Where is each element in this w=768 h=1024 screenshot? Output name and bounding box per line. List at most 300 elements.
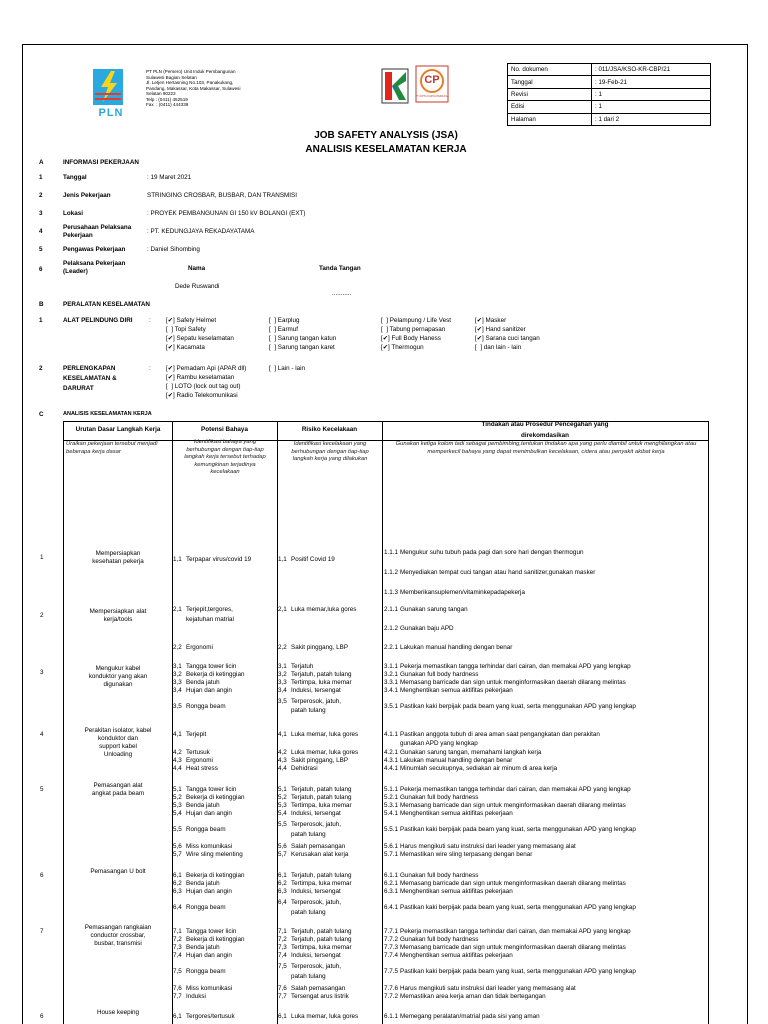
column-header-langkah: Urutan Dasar Langkah Kerja [75,426,161,433]
document-info-table [507,63,711,126]
column-header-tindakan: Tindakan atau Prosedur Pencegahan yang [481,421,609,428]
hazard-number: 7,7 [173,993,182,1000]
action-number: 3.5.1 [384,703,399,710]
hazard-text: Rongga beam [186,703,226,710]
hazard-text: Terpapar virus/covid 19 [186,556,252,563]
field-label-lokasi: Lokasi [63,210,83,217]
doc-info-value: : 011/JSA/KSO-KR-CBP/21 [592,64,711,76]
hazard-text: Ergonomi [186,644,213,651]
action-number: 2.1.1 [384,606,399,613]
risk-text: patah tulang [291,831,326,838]
hazard-text: Rongga beam [186,904,226,911]
apd-checkbox-item: [ ] Pelampung / Life Vest [381,317,452,324]
risk-number: 3,1 [278,663,287,670]
doc-info-value: : 1 dari 2 [592,113,711,125]
apd-checkbox-item: [✔] Kacamata [166,344,205,351]
action-number: 4.3.1 [384,757,399,764]
section-b-letter: B [39,301,44,308]
hazard-number: 2,1 [173,606,182,613]
field-label-pengawas: Pengawas Pekerjaan [63,246,126,253]
pln-logo [81,67,141,127]
step-label: Mempersiapkan [95,550,141,557]
risk-number: 5,7 [278,851,287,858]
risk-text: Terperosok, jatuh, [291,821,342,828]
section-b-heading: PERALATAN KESELAMATAN [63,301,150,308]
field-value-lokasi: : PROYEK PEMBANGUNAN GI 150 kV BOLANGI (EXT) [147,210,306,217]
field-label-pelaksana-2: (Leader) [63,268,88,275]
step-label: House keeping [96,1009,139,1016]
risk-number: 7,2 [278,936,287,943]
risk-number: 7,5 [278,963,287,970]
perlengkapan-label-2: KESELAMATAN & [63,375,117,382]
hazard-text: Terjepit [186,731,207,738]
action-number: 3.3.1 [384,679,399,686]
hazard-number: 6,1 [173,872,182,879]
step-label: Pemasangan alat [93,782,143,789]
action-number: 6.1.1 [384,872,399,879]
action-text: Memastikan area kerja aman dan tidak bertegangan [400,993,546,1000]
apd-checkbox-item: [✔] Full Body Haness [381,335,441,342]
field-value-jenis-pekerjaan: STRINGING CROSBAR, BUSBAR, DAN TRANSMISI [147,192,297,199]
row-number: 4 [39,228,43,235]
risk-number: 5,4 [278,810,287,817]
risk-text: Terperosok, jatuh, [291,963,342,970]
action-text: Pastikan kaki berpijak pada beam yang kuat, serta menggunakan APD yang lengkap [400,703,636,710]
action-number: 7.7.5 [384,968,399,975]
apd-checkbox-item: [✔] Masker [475,317,507,324]
risk-text: Terperosok, jatuh, [291,899,342,906]
hazard-text: Tergores/tertusuk [186,1013,235,1020]
risk-text: Terjatuh, patah tulang [291,928,352,935]
action-text: Memasang barricade dan sign untuk menginformasikan daerah dilarang melintas [400,802,626,809]
apd-label: ALAT PELINDUNG DIRI [63,317,133,324]
perlengkapan-checkbox-item: [✔] Rambu keselamatan [166,374,235,381]
apd-checkbox-item: [ ] Sarung tangan karet [269,344,335,351]
step-label: Pemasangan rangkaian [84,924,152,931]
signature-dots: ........... [332,290,352,297]
doc-info-row [508,101,711,113]
risk-number: 4,1 [278,731,287,738]
step-label: kesehatan pekerja [92,558,144,565]
risk-number: 3,3 [278,679,287,686]
hazard-number: 3,2 [173,671,182,678]
action-number: 5.4.1 [384,810,399,817]
risk-text: Tertimpa, luka memar [291,944,352,951]
action-text: gunakan APD yang lengkap [400,740,478,747]
step-label: conductor crossbar, [90,932,146,939]
risk-text: Terperosok, jatuh, [291,698,342,705]
risk-number: 7,3 [278,944,287,951]
apd-checkbox-item: [ ] Earmuf [269,326,299,333]
step-label: digunakan [103,681,133,688]
risk-text: Tertimpa, luka memar [291,880,352,887]
hazard-number: 5,6 [173,843,182,850]
risk-number: 7,7 [278,993,287,1000]
risk-number: 6,4 [278,899,287,906]
hazard-text: Rongga beam [186,968,226,975]
hazard-number: 7,1 [173,928,182,935]
risk-text: Dehidrasi [291,765,318,772]
perlengkapan-checkbox-item: [✔] Pemadam Api (APAR dll) [166,365,247,372]
action-number: 1.1.1 [384,549,399,556]
hazard-text: Miss komunikasi [186,843,233,850]
action-text: Memasang barricade dan sign untuk menginformasikan daerah dilarang melintas [400,679,626,686]
action-text: Pekerja memastikan tangga terhindar dari cairan, dan memakai APD yang lengkap [400,663,631,670]
risk-text: Kerusakan alat kerja [291,851,349,858]
perlengkapan-checkbox-item: [ ] Lain - lain [269,365,306,372]
field-label-jenis-pekerjaan: Jenis Pekerjaan [63,192,111,199]
step-number: 6 [40,872,44,879]
section-c-letter: C [39,411,44,418]
hazard-number: 7,3 [173,944,182,951]
subheader-tindakan: Gunakan ketiga kolom tadi sebagai pembimbing,tentukan tindakan apa yang perlu diambil untuk menghilangkan atau memperkecil bahaya yang dapat menimbulkan kecelakaan, cidera atau penyakit akibat kerja [395,441,697,455]
step-label: konduktor dan [98,735,138,742]
perlengkapan-colon: : [149,365,151,372]
hazard-text: Terjepit,tergores, [186,606,233,613]
step-label: Pemasangan U bolt [90,868,146,875]
action-text: Gunakan sarung tangan, memahami langkah kerja [400,749,542,756]
risk-number: 4,3 [278,757,287,764]
doc-info-row [508,113,711,125]
action-number: 4.1.1 [384,731,399,738]
hazard-number: 5,3 [173,802,182,809]
risk-text: Luka memar,luka gores [291,606,357,613]
hazard-number: 5,2 [173,794,182,801]
hazard-number: 1,1 [173,556,182,563]
apd-checkbox-item: [✔] Sepatu keselamatan [166,335,234,342]
hazard-text: Tangga tower licin [186,786,237,793]
risk-number: 3,5 [278,698,287,705]
field-value-tanggal: : 19 Maret 2021 [147,174,192,181]
risk-text: Terjatuh, patah tulang [291,671,352,678]
company-address: PT PLN (Persero) Unit Induk Pembangunan Sulawesi Bagian Selatan Jl. Letjen Hertasning No.103, Panakukang, Pandang, Makassar, Kota Makassar, Sulawesi Selatan 90222 Telp : (0411) 452519 Fax : (0411) 444339 [146,69,241,107]
partner-logo-k [380,67,410,105]
row-number: 2 [39,365,43,372]
action-number: 7.7.4 [384,952,399,959]
action-text: Pekerja memastikan tangga terhindar dari cairan, dan memakai APD yang lengkap [400,928,631,935]
action-text: Mengukur suhu tubuh pada pagi dan sore hari dengan thermogun [400,549,584,556]
action-number: 6.1.1 [384,1013,399,1020]
step-label: Perakitan isolator, kabel [84,727,152,734]
risk-text: Positif Covid 19 [291,556,335,563]
action-number: 7.7.1 [384,928,399,935]
hazard-text: Tangga tower licin [186,928,237,935]
hazard-number: 6,3 [173,888,182,895]
field-label-pelaksana: Pelaksana Pekerjaan [63,260,126,267]
risk-text: Salah pemasangan [291,843,346,850]
row-number: 1 [39,174,43,181]
hazard-number: 7,5 [173,968,182,975]
action-text: Minumlah secukupnya, sediakan air minum di area kerja [400,765,558,772]
risk-text: Luka memar, luka gores [291,1013,359,1020]
hazard-text: Hujan dan angin [186,810,232,817]
hazard-text: kejatuhan matrial [186,616,234,623]
apd-checkbox-item: [✔] Thermogun [381,344,424,351]
step-label: kerja/tools [103,616,133,623]
hazard-text: Bekerja di ketinggian [186,794,245,801]
action-number: 2.1.2 [384,625,399,632]
risk-text: Sakit pinggang, LBP [291,644,349,651]
action-text: Memegang peralatan/matrial pada sisi yang aman [400,1013,540,1020]
action-number: 7.7.6 [384,985,399,992]
jsa-table [40,421,709,1024]
risk-number: 5,2 [278,794,287,801]
apd-colon: : [149,317,151,324]
hazard-text: Benda jatuh [186,802,220,809]
risk-text: Terjatuh [291,663,314,670]
risk-number: 7,4 [278,952,287,959]
risk-text: Terjatuh, patah tulang [291,794,352,801]
action-text: Gunakan full body hardness [400,671,479,678]
doc-info-key: Tanggal [508,76,592,88]
hazard-number: 3,5 [173,703,182,710]
field-value-perusahaan: : PT. KEDUNGJAYA REKADAYATAMA [147,228,255,235]
step-number: 4 [40,731,44,738]
action-text: Lakukan manual handling dengan benar [400,757,513,764]
action-text: Pastikan kaki berpijak pada beam yang kuat, serta menggunakan APD yang lengkap [400,968,636,975]
hazard-text: Heat stress [186,765,218,772]
partner-logo-cp-caption: PT CIPTA KARYA PERKASA [415,95,449,98]
risk-number: 7,6 [278,985,287,992]
doc-info-row [508,88,711,100]
hazard-number: 4,2 [173,749,182,756]
risk-text: Induksi, tersengat [291,888,341,895]
doc-info-value: : 1 [592,101,711,113]
leader-name: Dede Ruswandi [175,283,220,290]
doc-info-key: Halaman [508,113,592,125]
hazard-number: 5,7 [173,851,182,858]
column-header-bahaya: Potensi Bahaya [201,426,248,433]
hazard-text: Benda jatuh [186,944,220,951]
action-number: 6.4.1 [384,904,399,911]
risk-text: Terjatuh, patah tulang [291,786,352,793]
risk-number: 4,4 [278,765,287,772]
action-text: Pastikan kaki berpijak pada beam yang kuat, serta menggunakan APD yang lengkap [400,904,636,911]
action-number: 3.4.1 [384,687,399,694]
hazard-text: Wire sling melenting [186,851,243,858]
risk-number: 1,1 [278,556,287,563]
step-number: 1 [40,554,44,561]
step-label: support kabel [99,743,137,750]
title-jsa: JOB SAFETY ANALYSIS (JSA) [314,130,458,141]
action-text: Menghentikan semua aktifitas pekerjaan [400,810,513,817]
apd-checkbox-item: [ ] dan lain - lain [475,344,522,351]
action-number: 4.4.1 [384,765,399,772]
doc-info-row [508,76,711,88]
action-text: Pastikan anggota tubuh di area aman saat pengangkatan dan perakitan [400,731,600,738]
hazard-number: 3,4 [173,687,182,694]
action-text: Memasang barricade dan sign untuk menginformasikan daerah dilarang melintas [400,880,626,887]
hazard-text: Benda jatuh [186,880,220,887]
hazard-number: 7,4 [173,952,182,959]
apd-checkbox-item: [ ] Topi Safety [166,326,206,333]
action-number: 6.3.1 [384,888,399,895]
hazard-text: Hujan dan angin [186,888,232,895]
doc-info-value: : 1 [592,88,711,100]
hazard-number: 7,6 [173,985,182,992]
action-number: 5.1.1 [384,786,399,793]
hazard-number: 5,4 [173,810,182,817]
hazard-number: 5,1 [173,786,182,793]
action-number: 1.1.2 [384,569,399,576]
hazard-number: 6,2 [173,880,182,887]
risk-text: patah tulang [291,973,326,980]
perlengkapan-label-1: PERLENGKAPAN [63,365,116,372]
perlengkapan-label-3: DARURAT [63,385,94,392]
risk-number: 5,5 [278,821,287,828]
risk-number: 5,3 [278,802,287,809]
step-label: konduktor yang akan [88,673,148,680]
step-label: Unloading [103,751,133,758]
field-label-perusahaan: Perusahaan Pelaksana [63,224,132,231]
hazard-text: Tertusuk [186,749,210,756]
subheader-risiko: Identifikasi kecelakaan yang berhubungan dengan tiap-tiap langkah kerja yang dilakukan [291,441,369,462]
action-text: Gunakan full body hardness [400,794,479,801]
row-number: 1 [39,317,43,324]
step-label: Mempersiapkan alat [89,608,147,615]
risk-text: Luka memar, luka gores [291,749,359,756]
step-number: 3 [40,669,44,676]
hazard-text: Bekerja di ketinggian [186,936,245,943]
risk-text: Luka memar, luka gores [291,731,359,738]
risk-text: Tertimpa, luka memar [291,679,352,686]
subheader-bahaya: Identifikasi bahaya yang berhubungan dengan tiap-tiap langkah kerja tersebut terhadap kemungkinan terjadinya kecelakaan [184,439,266,475]
section-a-letter: A [39,159,44,166]
step-label: busbar, transmisi [94,940,142,947]
hazard-text: Induksi [186,993,206,1000]
risk-text: Tersengat arus listrik [291,993,349,1000]
hazard-number: 6,4 [173,904,182,911]
hazard-number: 3,3 [173,679,182,686]
field-value-pengawas: : Daniel Sihombing [147,246,200,253]
doc-info-key: No. dokumen [508,64,592,76]
risk-number: 6,3 [278,888,287,895]
hazard-number: 2,2 [173,644,182,651]
action-text: Memasang barricade dan sign untuk menginformasikan daerah dilarang melintas [400,944,626,951]
action-text: Gunakan baju APD [400,625,454,632]
action-number: 5.2.1 [384,794,399,801]
action-number: 3.1.1 [384,663,399,670]
action-number: 7.7.2 [384,993,399,1000]
action-text: Menghentikan semua aktifitas pekerjaan [400,687,513,694]
hazard-text: Rongga beam [186,826,226,833]
row-number: 6 [39,266,43,273]
pln-logo-text: PLN [98,107,124,119]
hazard-text: Bekerja di ketinggian [186,872,245,879]
apd-checkbox-item: [ ] Tabung pernapasan [381,326,446,333]
risk-text: Tertimpa, luka memar [291,802,352,809]
step-number: 7 [40,928,44,935]
hazard-number: 5,5 [173,826,182,833]
risk-number: 5,6 [278,843,287,850]
step-label: angkat pada beam [91,790,145,797]
section-c-heading: ANALISIS KESELAMATAN KERJA [63,411,152,417]
risk-number: 6,1 [278,872,287,879]
action-text: Gunakan sarung tangan [400,606,468,613]
hazard-text: Hujan dan angin [186,952,232,959]
step-number: 2 [40,612,44,619]
column-tanda-tangan: Tanda Tangan [319,265,361,272]
step-number: 5 [40,786,44,793]
partner-logo-cp [415,65,449,103]
hazard-number: 4,1 [173,731,182,738]
risk-text: Terjatuh, patah tulang [291,936,352,943]
apd-checkbox-item: [ ] Earplug [269,317,300,324]
action-text: Gunakan full body hardness [400,936,479,943]
field-label-tanggal: Tanggal [63,174,87,181]
action-text: Gunakan full body hardness [400,872,479,879]
risk-text: Salah pemasangan [291,985,346,992]
action-text: Memberikansuplemen/vitaminkepadapekerja [400,589,525,596]
action-number: 5.7.1 [384,851,399,858]
step-number: 6 [40,1013,44,1020]
section-a-heading: INFORMASI PEKERJAAN [63,159,139,166]
doc-info-value: : 19-Feb-21 [592,76,711,88]
action-text: Harus mengikuti satu instruksi dari leader yang memasang alat [400,985,576,992]
risk-text: patah tulang [291,909,326,916]
hazard-text: Bekerja di ketinggian [186,671,245,678]
column-nama: Nama [188,265,206,272]
action-number: 2.2.1 [384,644,399,651]
column-header-tindakan-2: direkomdasikan [521,432,569,439]
risk-number: 4,2 [278,749,287,756]
risk-number: 2,2 [278,644,287,651]
row-number: 5 [39,246,43,253]
row-number: 3 [39,210,43,217]
hazard-number: 6,1 [173,1013,182,1020]
apd-checkbox-item: [✔] Sarana cuci tangan [475,335,540,342]
action-text: Pastikan kaki berpijak pada beam yang kuat, serta menggunakan APD yang lengkap [400,826,636,833]
action-number: 4.2.1 [384,749,399,756]
hazard-text: Ergonomi [186,757,213,764]
title-analisis: ANALISIS KESELAMATAN KERJA [305,144,467,155]
risk-text: Sakit pinggang, LBP [291,757,349,764]
hazard-text: Miss komunikasi [186,985,233,992]
action-number: 7.7.2 [384,936,399,943]
apd-checkbox-item: [✔] Safety Helmet [166,317,217,324]
action-text: Menyediakan tempat cuci tangan atau hand sanitizer,gunakan masker [400,569,596,576]
action-text: Menghentikan semua aktifitas pekerjaan [400,952,513,959]
risk-number: 2,1 [278,606,287,613]
column-header-risiko: Risiko Kecelakaan [301,426,358,433]
subheader-langkah: Uraikan pekerjaan tersebut menjadi beberapa kerja dasar [66,441,158,455]
partner-logo-cp-text: CP [424,74,440,86]
hazard-number: 3,1 [173,663,182,670]
hazard-text: Hujan dan angin [186,687,232,694]
apd-checkbox-item: [ ] Sarung tangan katun [269,335,337,342]
risk-number: 3,4 [278,687,287,694]
action-text: Pekerja memastikan tangga terhindar dari cairan, dan memakai APD yang lengkap [400,786,631,793]
action-number: 6.2.1 [384,880,399,887]
hazard-number: 4,3 [173,757,182,764]
risk-text: Induksi, tersengat [291,687,341,694]
risk-text: Induksi, tersengat [291,810,341,817]
row-number: 2 [39,192,43,199]
risk-number: 7,1 [278,928,287,935]
action-number: 1.1.3 [384,589,399,596]
doc-info-row [508,64,711,76]
hazard-text: Benda jatuh [186,679,220,686]
hazard-number: 7,2 [173,936,182,943]
action-number: 5.6.1 [384,843,399,850]
risk-number: 6,2 [278,880,287,887]
action-text: Memastikan wire sling terpasang dengan benar [400,851,533,858]
action-number: 5.3.1 [384,802,399,809]
doc-info-key: Edisi [508,101,592,113]
risk-text: Terjatuh, patah tulang [291,872,352,879]
hazard-number: 4,4 [173,765,182,772]
perlengkapan-checkbox-item: [✔] Radio Telekomunikasi [166,392,238,399]
